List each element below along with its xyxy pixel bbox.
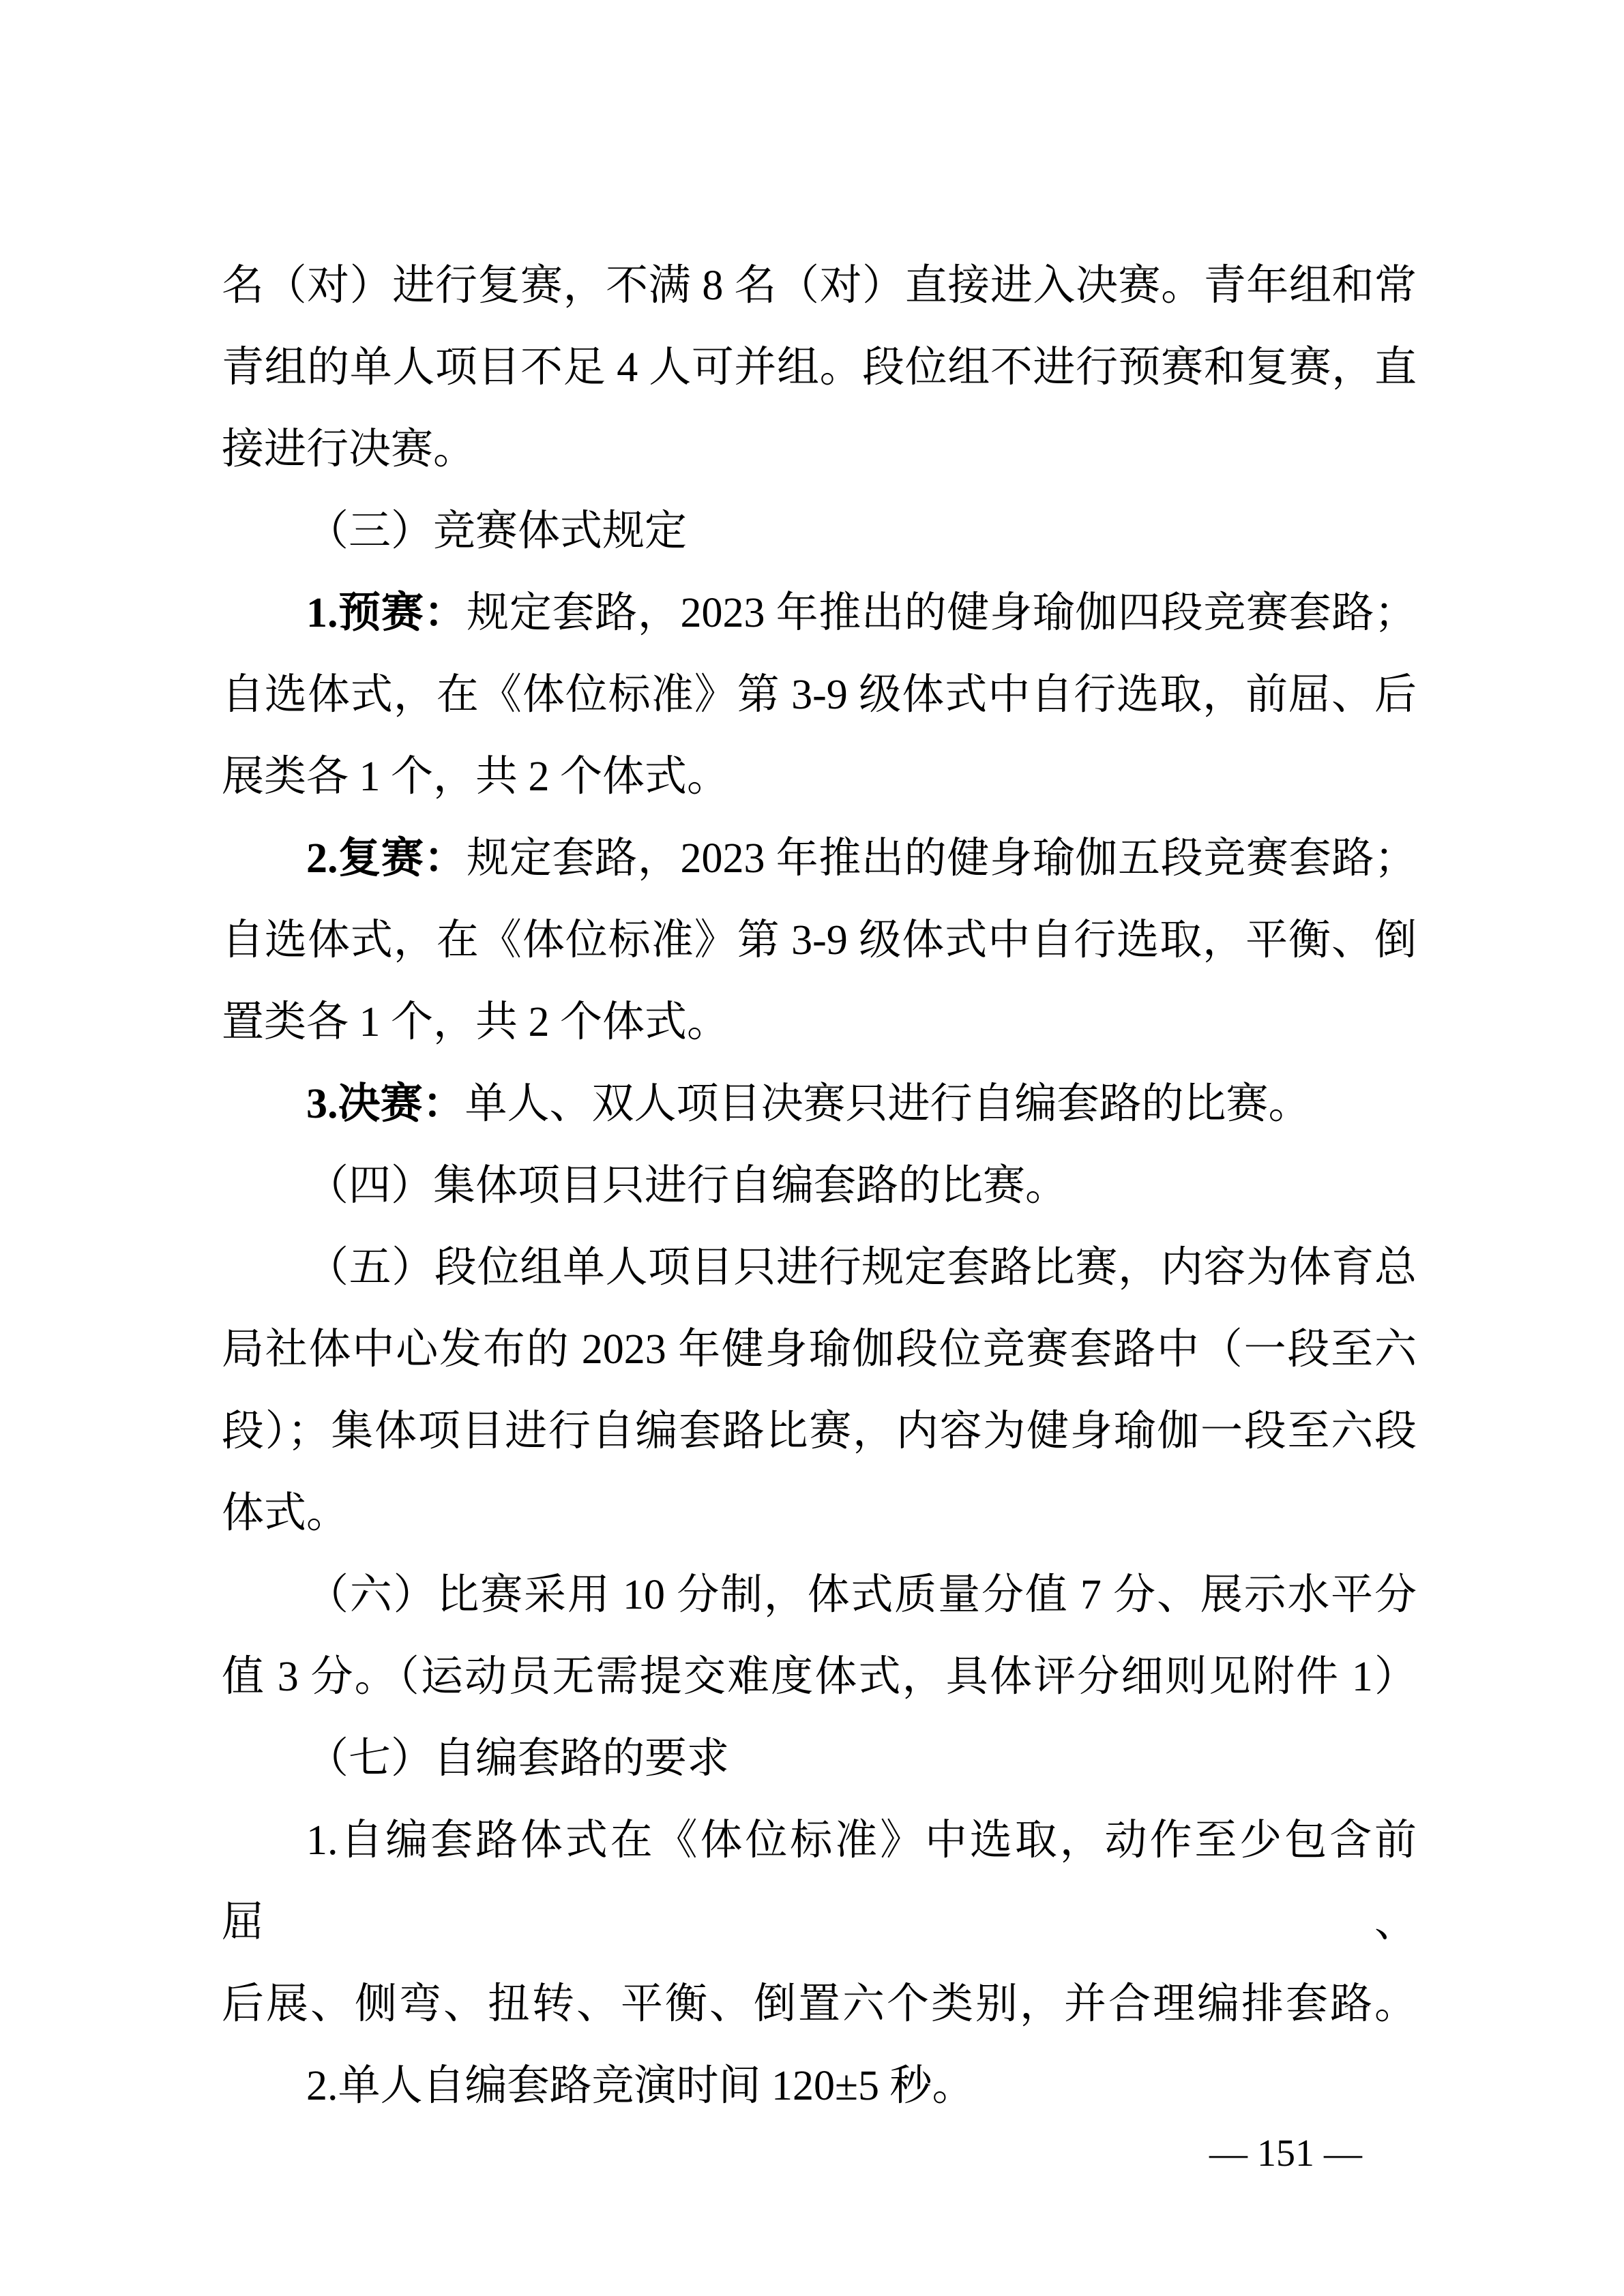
text-run: 置类各 1 个，共 2 个体式。 [222,999,730,1045]
text-line [222,981,1417,1063]
text-line [222,245,1417,327]
text-run: 名（对）进行复赛，不满 8 名（对）直接进入决赛。青年组和常 [222,263,1417,309]
text-line [222,899,1417,981]
text-run: 1.自编套路体式在《体位标准》中选取，动作至少包含前屈、 [222,1817,1417,1945]
text-run: 单人、双人项目决赛只进行自编套路的比赛。 [464,1081,1311,1127]
text-run: 自选体式，在《体位标准》第 3-9 级体式中自行选取，平衡、倒 [222,917,1417,964]
text-line [222,572,1417,654]
text-line [222,1227,1417,1309]
bold-text-run: 1.预赛： [306,590,467,636]
text-line [222,818,1417,899]
text-run: （四）集体项目只进行自编套路的比赛。 [306,1163,1068,1209]
text-run: 局社体中心发布的 2023 年健身瑜伽段位竞赛套路中（一段至六 [222,1326,1417,1373]
text-run: 青组的单人项目不足 4 人可并组。段位组不进行预赛和复赛，直 [222,344,1417,391]
text-line [222,1390,1417,1472]
text-run: 自选体式，在《体位标准》第 3-9 级体式中自行选取，前屈、后 [222,672,1417,718]
text-run: 规定套路，2023 年推出的健身瑜伽五段竞赛套路； [467,835,1417,882]
text-line [222,490,1417,572]
text-line [222,1718,1417,1800]
text-run: 2.单人自编套路竞演时间 120±5 秒。 [306,2063,975,2109]
text-line [222,1063,1417,1145]
text-line [222,1309,1417,1390]
bold-text-run: 2.复赛： [306,835,467,882]
text-line [222,327,1417,408]
text-run: 段）；集体项目进行自编套路比赛，内容为健身瑜伽一段至六段 [222,1408,1417,1455]
bold-text-run: 3.决赛： [306,1081,465,1127]
text-run: 后展、侧弯、扭转、平衡、倒置六个类别，并合理编排套路。 [222,1981,1417,2027]
text-line [222,654,1417,736]
text-line [222,736,1417,818]
text-run: 值 3 分。（运动员无需提交难度体式，具体评分细则见附件 1） [222,1654,1417,1700]
text-run: 体式。 [222,1490,349,1536]
page-number: — 151 — [1209,2132,1362,2175]
text-line [222,1554,1417,1636]
text-line [222,1472,1417,1554]
text-run: 展类各 1 个，共 2 个体式。 [222,754,730,800]
text-run: （三）竞赛体式规定 [306,508,688,554]
text-run: （五）段位组单人项目只进行规定套路比赛，内容为体育总 [306,1244,1417,1291]
text-line [222,1145,1417,1227]
document-body [222,245,1417,2127]
text-line [222,2045,1417,2127]
text-run: （七）自编套路的要求 [306,1735,730,1782]
text-line [222,1963,1417,2045]
text-line [222,408,1417,490]
text-run: 接进行决赛。 [222,426,476,473]
text-line [222,1636,1417,1718]
text-run: （六）比赛采用 10 分制，体式质量分值 7 分、展示水平分 [306,1572,1417,1618]
text-line [222,1800,1417,1963]
text-run: 规定套路，2023 年推出的健身瑜伽四段竞赛套路； [467,590,1417,636]
